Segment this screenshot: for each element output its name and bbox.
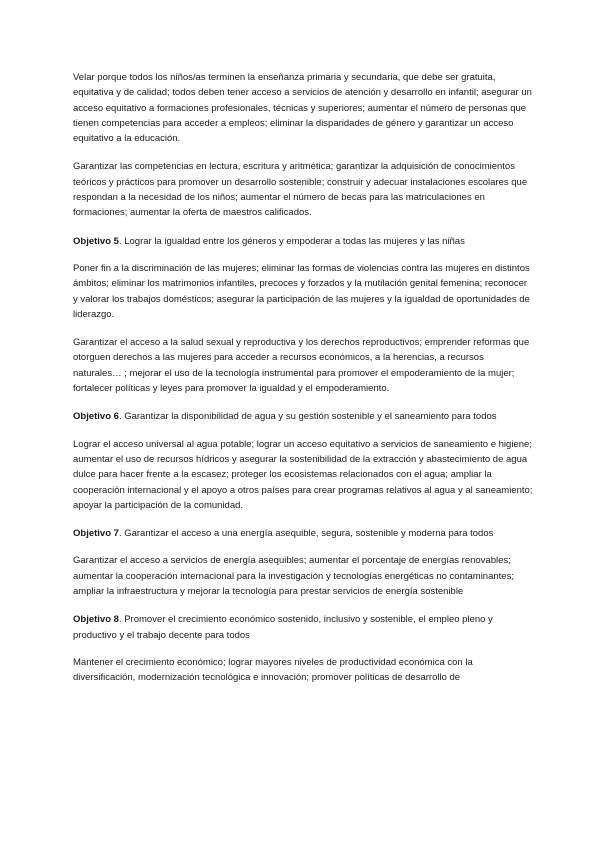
paragraph-objetivo-8-1: Mantener el crecimiento económico; lograr mayores niveles de productividad económica con la diversificación, modernización tecnológica e innovación; promover políticas de desarrollo de xyxy=(73,656,473,684)
objetivo-6-label: Objetivo 6 xyxy=(73,411,119,423)
paragraph-objetivo-5-1: Poner fin a la discriminación de las mujeres; eliminar las formas de violencias contra las mujeres en distintos ámbitos; eliminar los matrimonios infantiles, precoces y forzados y la mutilación genital femenina; reconocer y valorar los trabajos domésticos; asegurar la participación de las mujeres y la igualdad de oportunidades de liderazgo. xyxy=(73,262,530,320)
paragraph-education-1: Velar porque todos los niños/as terminen la enseñanza primaria y secundaria, que debe ser gratuita, equitativa y de calidad; todos deben tener acceso a servicios de atención y desarrollo en infantil; asegurar un acceso equitativo a formaciones profesionales, técnicas y superiores; aumentar el número de personas que tienen competencias para acceder a empleos; eliminar la disparidades de género y garantizar un acceso equitativo a la educación. xyxy=(73,72,532,145)
objetivo-7-text: . Garantizar el acceso a una energía asequible, segura, sostenible y moderna para todos xyxy=(118,528,494,540)
paragraph-education-2: Garantizar las competencias en lectura, escritura y aritmética; garantizar la adquisición de conocimientos teóricos y prácticos para promover un desarrollo sostenible; construir y adecuar instalaciones escolares que respondan a la necesidad de los niños; aumentar el número de becas para las matriculaciones en formaciones; aumentar la oferta de maestros calificados. xyxy=(73,161,528,219)
paragraph-objetivo-7-1: Garantizar el acceso a servicios de energía asequibles; aumentar el porcentaje de energías renovables; aumentar la cooperación internacional para la investigación y tecnologías energéticas no contaminantes; ampliar la infraestructura y mejorar la tecnología para prestar servicios de energía sostenible xyxy=(73,555,514,598)
objetivo-8-text: . Promover el crecimiento económico sostenido, inclusivo y sostenible, el empleo pleno y productivo y el trabajo decente para todos xyxy=(73,614,493,641)
heading-objetivo-7 xyxy=(73,526,533,541)
document-page xyxy=(73,70,533,699)
paragraph-objetivo-5-2: Garantizar el acceso a la salud sexual y reproductiva y los derechos reproductivos; emprender reformas que otorguen derechos a las mujeres para acceder a recursos económicos, a la herencias, a recursos naturales… ; mejorar el uso de la tecnología instrumental para promover el empoderamiento de la mujer; fortalecer políticas y leyes para promover la igualdad y el empoderamiento. xyxy=(73,337,530,395)
objetivo-5-text: . Lograr la igualdad entre los géneros y empoderar a todas las mujeres y las niñas xyxy=(118,235,465,247)
paragraph-objetivo-6-1: Lograr el acceso universal al agua potable; lograr un acceso equitativo a servicios de saneamiento e higiene; aumentar el uso de recursos hídricos y asegurar la sostenibilidad de la extracción y abastecimiento de agua dulce para hacer frente a la escasez; proteger los ecosistemas relacionados con el agua; ampliar la cooperación internacional y el apoyo a otros países para crear programas relativos al agua y al saneamiento; apoyar la participación de la comunidad. xyxy=(73,438,533,511)
objetivo-6-text: . Garantizar la disponibilidad de agua y su gestión sostenible y el saneamiento para todos xyxy=(118,411,497,423)
heading-objetivo-8 xyxy=(73,612,533,643)
objetivo-5-label: Objetivo 5 xyxy=(73,235,119,247)
heading-objetivo-5 xyxy=(73,234,533,249)
objetivo-7-label: Objetivo 7 xyxy=(73,528,119,540)
heading-objetivo-6 xyxy=(73,409,533,424)
objetivo-8-label: Objetivo 8 xyxy=(73,614,119,626)
